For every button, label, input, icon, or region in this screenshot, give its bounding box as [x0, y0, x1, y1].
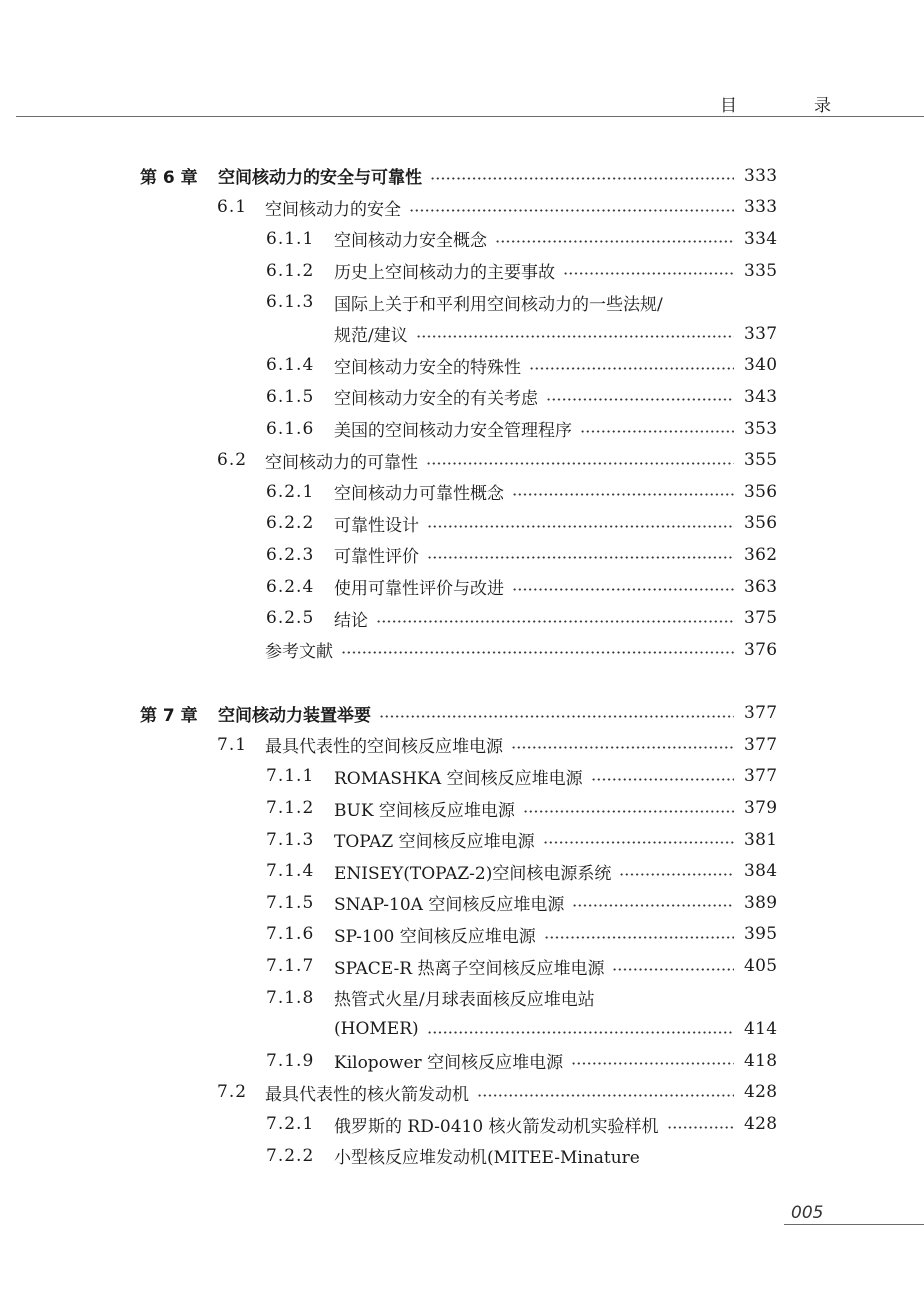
toc-entry-page: 356 — [744, 513, 778, 534]
toc-entry-continuation[interactable] — [0, 318, 924, 350]
toc-entry[interactable] — [0, 286, 924, 318]
toc-entry-number: 6.2.4 — [266, 576, 315, 597]
toc-entry-title: 空间核动力安全概念 — [334, 231, 487, 252]
toc-entry-number: 第 7 章 — [140, 705, 198, 726]
dot-leader — [619, 873, 734, 876]
toc-entry[interactable] — [0, 792, 924, 824]
toc-entry-page: 337 — [744, 323, 778, 344]
toc-entry[interactable] — [0, 444, 924, 476]
dot-leader — [426, 462, 734, 465]
toc-entry-title: TOPAZ 空间核反应堆电源 — [334, 832, 535, 853]
dot-leader — [523, 810, 734, 813]
toc-entry-title: SPACE-R 热离子空间核反应堆电源 — [334, 958, 605, 979]
toc-entry-title: SNAP-10A 空间核反应堆电源 — [334, 895, 565, 916]
dot-leader — [477, 1094, 734, 1097]
toc-entry-page: 428 — [744, 1082, 778, 1103]
toc-entry-continuation[interactable] — [0, 1013, 924, 1045]
toc-entry-number: 6.2.5 — [266, 608, 315, 629]
toc-entry-number: 7.1.1 — [266, 766, 315, 787]
dot-leader — [416, 335, 734, 338]
header-rule — [16, 116, 924, 117]
toc-entry-page: 376 — [744, 639, 778, 660]
toc-chapter-entry[interactable] — [0, 160, 924, 192]
toc-entry-page: 405 — [744, 956, 778, 977]
toc-entry[interactable] — [0, 1077, 924, 1109]
toc-entry-title: 空间核动力安全的特殊性 — [334, 357, 521, 378]
toc-entry[interactable] — [0, 729, 924, 761]
toc-entry-page: 353 — [744, 418, 778, 439]
toc-entry-title: Kilopower 空间核反应堆电源 — [334, 1053, 564, 1074]
toc-entry-page: 356 — [744, 481, 778, 502]
toc-entry-number: 6.1.2 — [266, 260, 315, 281]
toc-chapter-entry[interactable] — [0, 698, 924, 730]
toc-entry-page: 384 — [744, 861, 778, 882]
dot-leader — [529, 367, 734, 370]
toc-entry-page: 340 — [744, 355, 778, 376]
toc-entry-title: 规范/建议 — [334, 326, 408, 347]
toc-entry-page: 355 — [744, 450, 778, 471]
toc-entry-number: 6.1.1 — [266, 228, 315, 249]
toc-entry-page: 381 — [744, 829, 778, 850]
toc-entry-number: 7.1.4 — [266, 861, 315, 882]
toc-entry[interactable] — [0, 539, 924, 571]
toc-entry[interactable] — [0, 223, 924, 255]
toc-entry-title: 热管式火星/月球表面核反应堆电站 — [334, 990, 595, 1011]
toc-entry-title: 小型核反应堆发动机(MITEE-Minature — [334, 1148, 640, 1169]
toc-entry-title: SP-100 空间核反应堆电源 — [334, 926, 536, 947]
toc-entry-number: 6.1 — [217, 197, 248, 218]
toc-entry-title: 可靠性评价 — [334, 547, 419, 568]
toc-entry-number: 6.1.3 — [266, 292, 315, 313]
footer-rule — [784, 1224, 924, 1225]
dot-leader — [546, 398, 734, 401]
toc-entry-page: 418 — [744, 1050, 778, 1071]
dot-leader — [571, 1062, 734, 1065]
toc-entry-number: 7.1.3 — [266, 829, 315, 850]
toc-entry-page: 335 — [744, 260, 778, 281]
dot-leader — [379, 715, 734, 718]
toc-entry-page: 343 — [744, 386, 778, 407]
toc-entry-title: 空间核动力可靠性概念 — [334, 484, 504, 505]
toc-entry[interactable] — [0, 571, 924, 603]
toc-entry-number: 7.1.6 — [266, 924, 315, 945]
toc-entry[interactable] — [0, 350, 924, 382]
toc-entry-title: 空间核动力的安全 — [265, 199, 401, 220]
toc-entry-title: 最具代表性的空间核反应堆电源 — [265, 737, 503, 758]
dot-leader — [512, 588, 734, 591]
toc-entry[interactable] — [0, 1108, 924, 1140]
toc-entry[interactable] — [0, 761, 924, 793]
toc-entry[interactable] — [0, 824, 924, 856]
toc-entry-page: 375 — [744, 608, 778, 629]
dot-leader — [495, 240, 734, 243]
toc-entry-title: 使用可靠性评价与改进 — [334, 579, 504, 600]
toc-entry-title: ENISEY(TOPAZ-2)空间核电源系统 — [334, 863, 612, 884]
toc-entry-page: 395 — [744, 924, 778, 945]
toc-entry-number: 7.2.1 — [266, 1114, 315, 1135]
toc-entry[interactable] — [0, 1140, 924, 1172]
toc-entry[interactable] — [0, 381, 924, 413]
toc-entry-page: 389 — [744, 892, 778, 913]
dot-leader — [511, 746, 734, 749]
toc-entry-number: 6.1.6 — [266, 418, 315, 439]
toc-entry-number: 7.2 — [217, 1082, 248, 1103]
table-of-contents — [0, 160, 924, 1171]
toc-entry-page: 334 — [744, 228, 778, 249]
toc-entry[interactable] — [0, 919, 924, 951]
toc-entry-number: 6.2 — [217, 450, 248, 471]
dot-leader — [544, 936, 734, 939]
toc-entry-page: 333 — [744, 197, 778, 218]
dot-leader — [512, 493, 734, 496]
toc-entry-number: 6.2.1 — [266, 481, 315, 502]
toc-entry-title: 空间核动力安全的有关考虑 — [334, 389, 538, 410]
toc-entry[interactable] — [0, 508, 924, 540]
toc-entry[interactable] — [0, 950, 924, 982]
dot-leader — [563, 272, 734, 275]
toc-entry-number: 7.1.9 — [266, 1050, 315, 1071]
dot-leader — [341, 651, 734, 654]
toc-entry[interactable] — [0, 634, 924, 666]
toc-entry-number: 7.1.2 — [266, 798, 315, 819]
dot-leader — [427, 525, 734, 528]
toc-entry-title: 俄罗斯的 RD-0410 核火箭发动机实验样机 — [334, 1116, 659, 1137]
toc-entry-title: (HOMER) — [334, 1019, 419, 1040]
page-number: 005 — [791, 1203, 824, 1223]
running-header-title: 目 录 — [720, 96, 861, 116]
toc-entry-title: 历史上空间核动力的主要事故 — [334, 263, 555, 284]
toc-entry-number: 第 6 章 — [140, 168, 198, 189]
toc-entry-title: 空间核动力装置举要 — [218, 705, 371, 726]
dot-leader — [427, 1031, 734, 1034]
toc-entry-page: 379 — [744, 798, 778, 819]
toc-entry-title: 国际上关于和平利用空间核动力的一些法规/ — [334, 294, 663, 315]
toc-entry-number: 7.1.8 — [266, 987, 315, 1008]
toc-entry-number: 7.1.5 — [266, 892, 315, 913]
toc-entry[interactable] — [0, 413, 924, 445]
toc-entry-page: 428 — [744, 1114, 778, 1135]
toc-entry-title: 最具代表性的核火箭发动机 — [265, 1084, 469, 1105]
toc-entry-page: 363 — [744, 576, 778, 597]
chapter-gap — [0, 666, 924, 698]
toc-entry-title: ROMASHKA 空间核反应堆电源 — [334, 768, 583, 789]
toc-entry-number: 6.2.2 — [266, 513, 315, 534]
toc-entry-title: 美国的空间核动力安全管理程序 — [334, 421, 572, 442]
toc-entry[interactable] — [0, 887, 924, 919]
toc-entry-number: 6.1.4 — [266, 355, 315, 376]
toc-entry-title: 参考文献 — [265, 642, 333, 663]
toc-entry-page: 377 — [744, 734, 778, 755]
toc-entry-page: 377 — [744, 766, 778, 787]
toc-entry-number: 6.1.5 — [266, 386, 315, 407]
toc-entry-title: BUK 空间核反应堆电源 — [334, 800, 515, 821]
dot-leader — [580, 430, 734, 433]
toc-entry-number: 6.2.3 — [266, 544, 315, 565]
dot-leader — [376, 620, 734, 623]
toc-entry-number: 7.2.2 — [266, 1145, 315, 1166]
toc-entry-page: 362 — [744, 544, 778, 565]
dot-leader — [427, 556, 734, 559]
dot-leader — [430, 177, 734, 180]
toc-entry-title: 空间核动力的可靠性 — [265, 452, 418, 473]
toc-entry-number: 7.1 — [217, 734, 248, 755]
dot-leader — [667, 1126, 734, 1129]
dot-leader — [612, 968, 734, 971]
dot-leader — [572, 904, 734, 907]
toc-entry[interactable] — [0, 476, 924, 508]
dot-leader — [409, 209, 734, 212]
toc-entry-title: 空间核动力的安全与可靠性 — [218, 168, 422, 189]
dot-leader — [591, 778, 734, 781]
toc-entry-number: 7.1.7 — [266, 956, 315, 977]
toc-entry-page: 333 — [744, 165, 778, 186]
toc-entry[interactable] — [0, 855, 924, 887]
toc-entry[interactable] — [0, 982, 924, 1014]
toc-entry[interactable] — [0, 1045, 924, 1077]
toc-entry[interactable] — [0, 192, 924, 224]
toc-entry[interactable] — [0, 602, 924, 634]
toc-entry-title: 结论 — [334, 610, 368, 631]
toc-entry[interactable] — [0, 255, 924, 287]
toc-entry-title: 可靠性设计 — [334, 515, 419, 536]
toc-entry-page: 377 — [744, 703, 778, 724]
toc-entry-page: 414 — [744, 1019, 778, 1040]
dot-leader — [543, 841, 734, 844]
